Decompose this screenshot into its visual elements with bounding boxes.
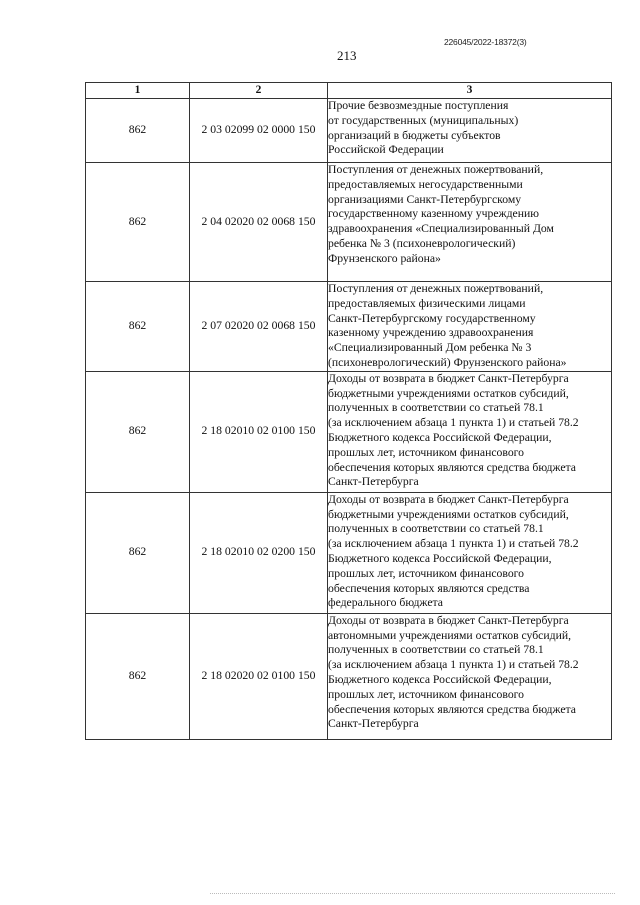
table-body <box>86 99 612 740</box>
table-row <box>86 492 612 613</box>
description-line: Бюджетного кодекса Российской Федерации, <box>328 672 552 686</box>
description-line: Санкт-Петербургскому государственному <box>328 311 536 325</box>
revenue-description-cell <box>328 613 612 739</box>
description-line: Бюджетного кодекса Российской Федерации, <box>328 551 552 565</box>
description-line: полученных в соответствии со статьей 78.1 <box>328 401 544 415</box>
description-line: полученных в соответствии со статьей 78.1 <box>328 522 544 536</box>
description-line: бюджетными учреждениями остатков субсидий, <box>328 507 569 521</box>
description-line: Санкт-Петербурга <box>328 717 419 731</box>
description-line: Фрунзенского района» <box>328 251 441 265</box>
table-row <box>86 99 612 163</box>
description-line: Поступления от денежных пожертвований, <box>328 282 544 295</box>
page-number: 213 <box>337 48 357 63</box>
description-line: федерального бюджета <box>328 596 443 610</box>
budget-classification-code-cell: 2 03 02099 02 0000 150 <box>190 99 328 163</box>
budget-revenue-table <box>85 82 612 740</box>
description-line: обеспечения которых являются средства <box>328 581 530 595</box>
revenue-description-cell <box>328 282 612 372</box>
description-line: Доходы от возврата в бюджет Санкт-Петербурга <box>328 492 569 506</box>
table-row <box>86 613 612 739</box>
admin-code-cell: 862 <box>86 99 190 163</box>
budget-classification-code-cell: 2 18 02010 02 0200 150 <box>190 492 328 613</box>
admin-code-cell: 862 <box>86 371 190 492</box>
description-line: Доходы от возврата в бюджет Санкт-Петербурга <box>328 371 569 385</box>
revenue-description-cell <box>328 99 612 163</box>
column-header-1: 1 <box>86 83 190 99</box>
budget-classification-code-cell: 2 04 02020 02 0068 150 <box>190 163 328 282</box>
description-line: организаций в бюджеты субъектов <box>328 128 501 142</box>
description-line: бюджетными учреждениями остатков субсидий, <box>328 386 569 400</box>
table-row <box>86 163 612 282</box>
description-line: ребенка № 3 (психоневрологический) <box>328 236 516 250</box>
description-line: организациями Санкт-Петербургскому <box>328 192 522 206</box>
description-line: (психоневрологический) Фрунзенского района» <box>328 355 567 369</box>
description-line: (за исключением абзаца 1 пункта 1) и статьей 78.2 <box>328 416 579 430</box>
description-line: предоставляемых негосударственными <box>328 177 523 191</box>
revenue-description-cell <box>328 492 612 613</box>
admin-code-cell: 862 <box>86 163 190 282</box>
page-bottom-edge-mark <box>210 893 615 898</box>
column-header-2: 2 <box>190 83 328 99</box>
description-line: Бюджетного кодекса Российской Федерации, <box>328 430 552 444</box>
description-line: предоставляемых физическими лицами <box>328 296 526 310</box>
revenue-description-cell <box>328 163 612 282</box>
table-row <box>86 282 612 372</box>
description-line: прошлых лет, источником финансового <box>328 687 525 701</box>
document-registration-number: 226045/2022-18372(3) <box>444 37 527 47</box>
revenue-description-cell <box>328 371 612 492</box>
table-row <box>86 371 612 492</box>
description-line: государственному казенному учреждению <box>328 207 539 221</box>
budget-classification-code-cell: 2 18 02010 02 0100 150 <box>190 371 328 492</box>
description-line: прошлых лет, источником финансового <box>328 566 525 580</box>
description-line: прошлых лет, источником финансового <box>328 445 525 459</box>
description-line: обеспечения которых являются средства бюджета <box>328 460 576 474</box>
description-line: Прочие безвозмездные поступления <box>328 99 509 112</box>
description-line: казенному учреждению здравоохранения <box>328 326 534 340</box>
description-line: Российской Федерации <box>328 143 444 157</box>
description-line: здравоохранения «Специализированный Дом <box>328 222 554 236</box>
budget-classification-code-cell: 2 18 02020 02 0100 150 <box>190 613 328 739</box>
budget-classification-code-cell: 2 07 02020 02 0068 150 <box>190 282 328 372</box>
table-header-row <box>86 83 612 99</box>
admin-code-cell: 862 <box>86 613 190 739</box>
description-line: от государственных (муниципальных) <box>328 113 519 127</box>
description-line: (за исключением абзаца 1 пункта 1) и статьей 78.2 <box>328 537 579 551</box>
description-line: (за исключением абзаца 1 пункта 1) и статьей 78.2 <box>328 658 579 672</box>
description-line: обеспечения которых являются средства бюджета <box>328 702 576 716</box>
description-line: Санкт-Петербурга <box>328 475 419 489</box>
admin-code-cell: 862 <box>86 282 190 372</box>
description-line: полученных в соответствии со статьей 78.1 <box>328 643 544 657</box>
description-line: Поступления от денежных пожертвований, <box>328 163 544 176</box>
admin-code-cell: 862 <box>86 492 190 613</box>
description-line: автономными учреждениями остатков субсидий, <box>328 628 572 642</box>
description-line: «Специализированный Дом ребенка № 3 <box>328 341 532 355</box>
column-header-3: 3 <box>328 83 612 99</box>
description-line: Доходы от возврата в бюджет Санкт-Петербурга <box>328 613 569 627</box>
